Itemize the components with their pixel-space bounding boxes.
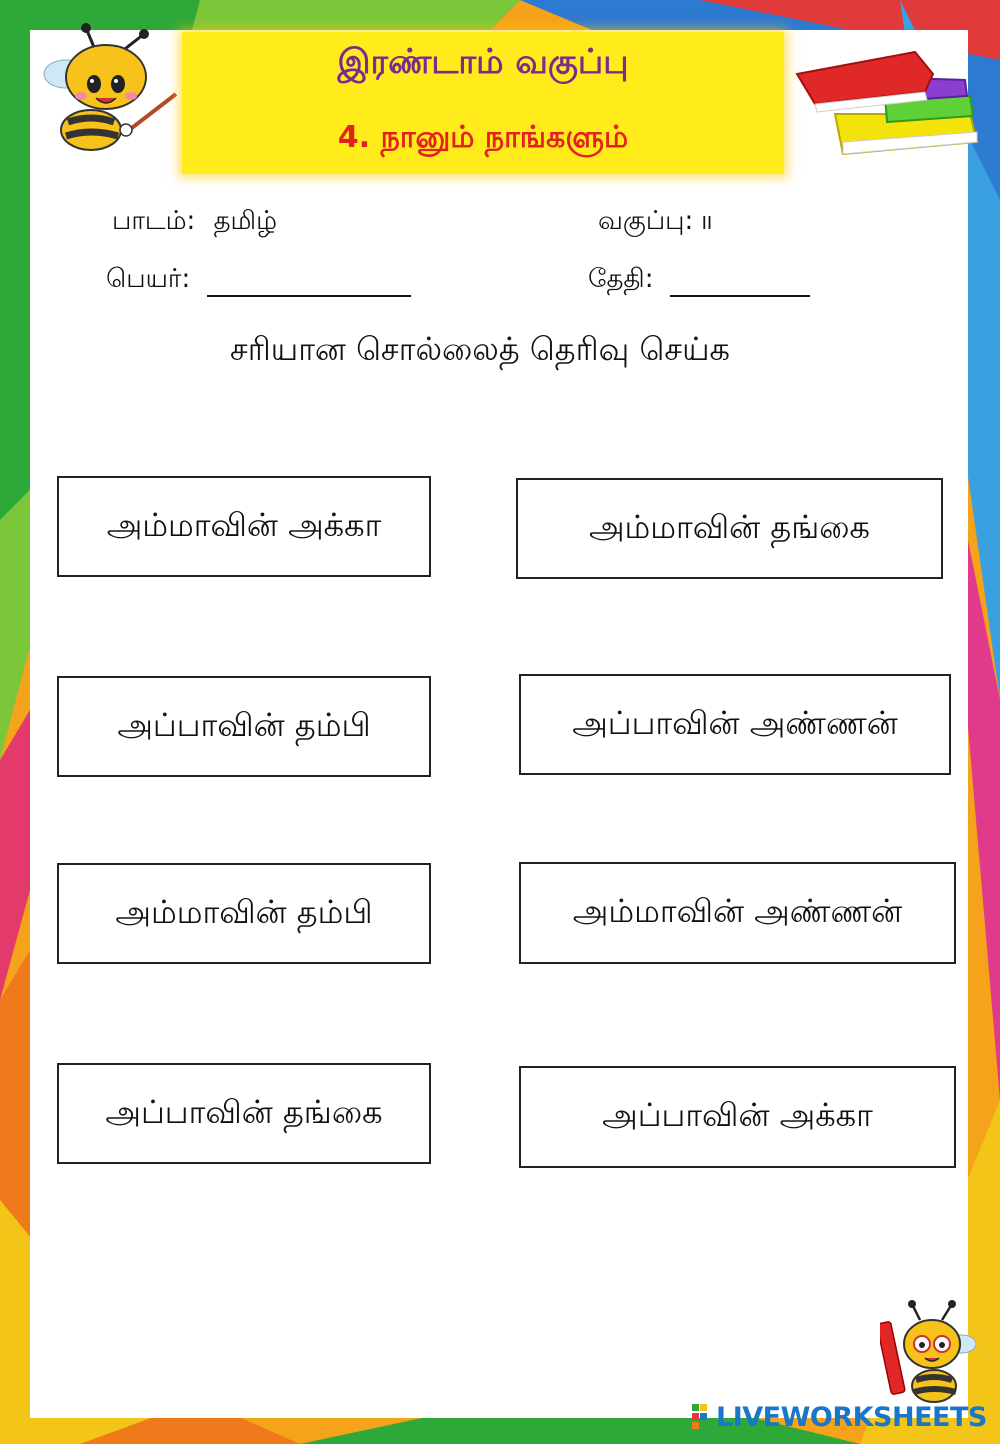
date-blank[interactable] xyxy=(670,277,810,297)
date-label: தேதி: xyxy=(588,264,654,294)
option-box-6[interactable]: அம்மாவின் அண்ணன் xyxy=(519,862,956,964)
bee-pencil-icon xyxy=(880,1300,980,1405)
title-banner xyxy=(182,32,784,174)
option-box-7[interactable]: அப்பாவின் தங்கை xyxy=(57,1063,431,1164)
class-value: II xyxy=(701,213,713,234)
name-label: பெயர்: xyxy=(106,264,191,294)
class-row xyxy=(598,206,712,239)
bee-teacher-icon xyxy=(36,22,186,152)
liveworksheets-logo[interactable] xyxy=(692,1398,987,1436)
option-box-5[interactable]: அம்மாவின் தம்பி xyxy=(57,863,431,964)
name-blank[interactable] xyxy=(207,277,411,297)
liveworksheets-logo-icon xyxy=(692,1404,716,1430)
subject-label: பாடம்: xyxy=(112,206,196,236)
option-box-4[interactable]: அப்பாவின் அண்ணன் xyxy=(519,674,951,775)
name-row xyxy=(106,264,411,297)
option-box-2[interactable]: அம்மாவின் தங்கை xyxy=(516,478,943,579)
instruction-text: சரியான சொல்லைத் தெரிவு செய்க xyxy=(230,330,730,368)
option-box-3[interactable]: அப்பாவின் தம்பி xyxy=(57,676,431,777)
subject-value: தமிழ் xyxy=(213,206,278,236)
books-stack-icon xyxy=(795,44,980,162)
option-box-1[interactable]: அம்மாவின் அக்கா xyxy=(57,476,431,577)
grade-title: இரண்டாம் வகுப்பு xyxy=(337,42,629,82)
logo-text: LIVEWORKSHEETS xyxy=(716,1401,987,1433)
option-box-8[interactable]: அப்பாவின் அக்கா xyxy=(519,1066,956,1168)
subject-row xyxy=(112,206,277,239)
lesson-title: 4. நானும் நாங்களும் xyxy=(337,120,629,155)
date-row xyxy=(588,264,810,297)
class-label: வகுப்பு: xyxy=(598,206,694,236)
